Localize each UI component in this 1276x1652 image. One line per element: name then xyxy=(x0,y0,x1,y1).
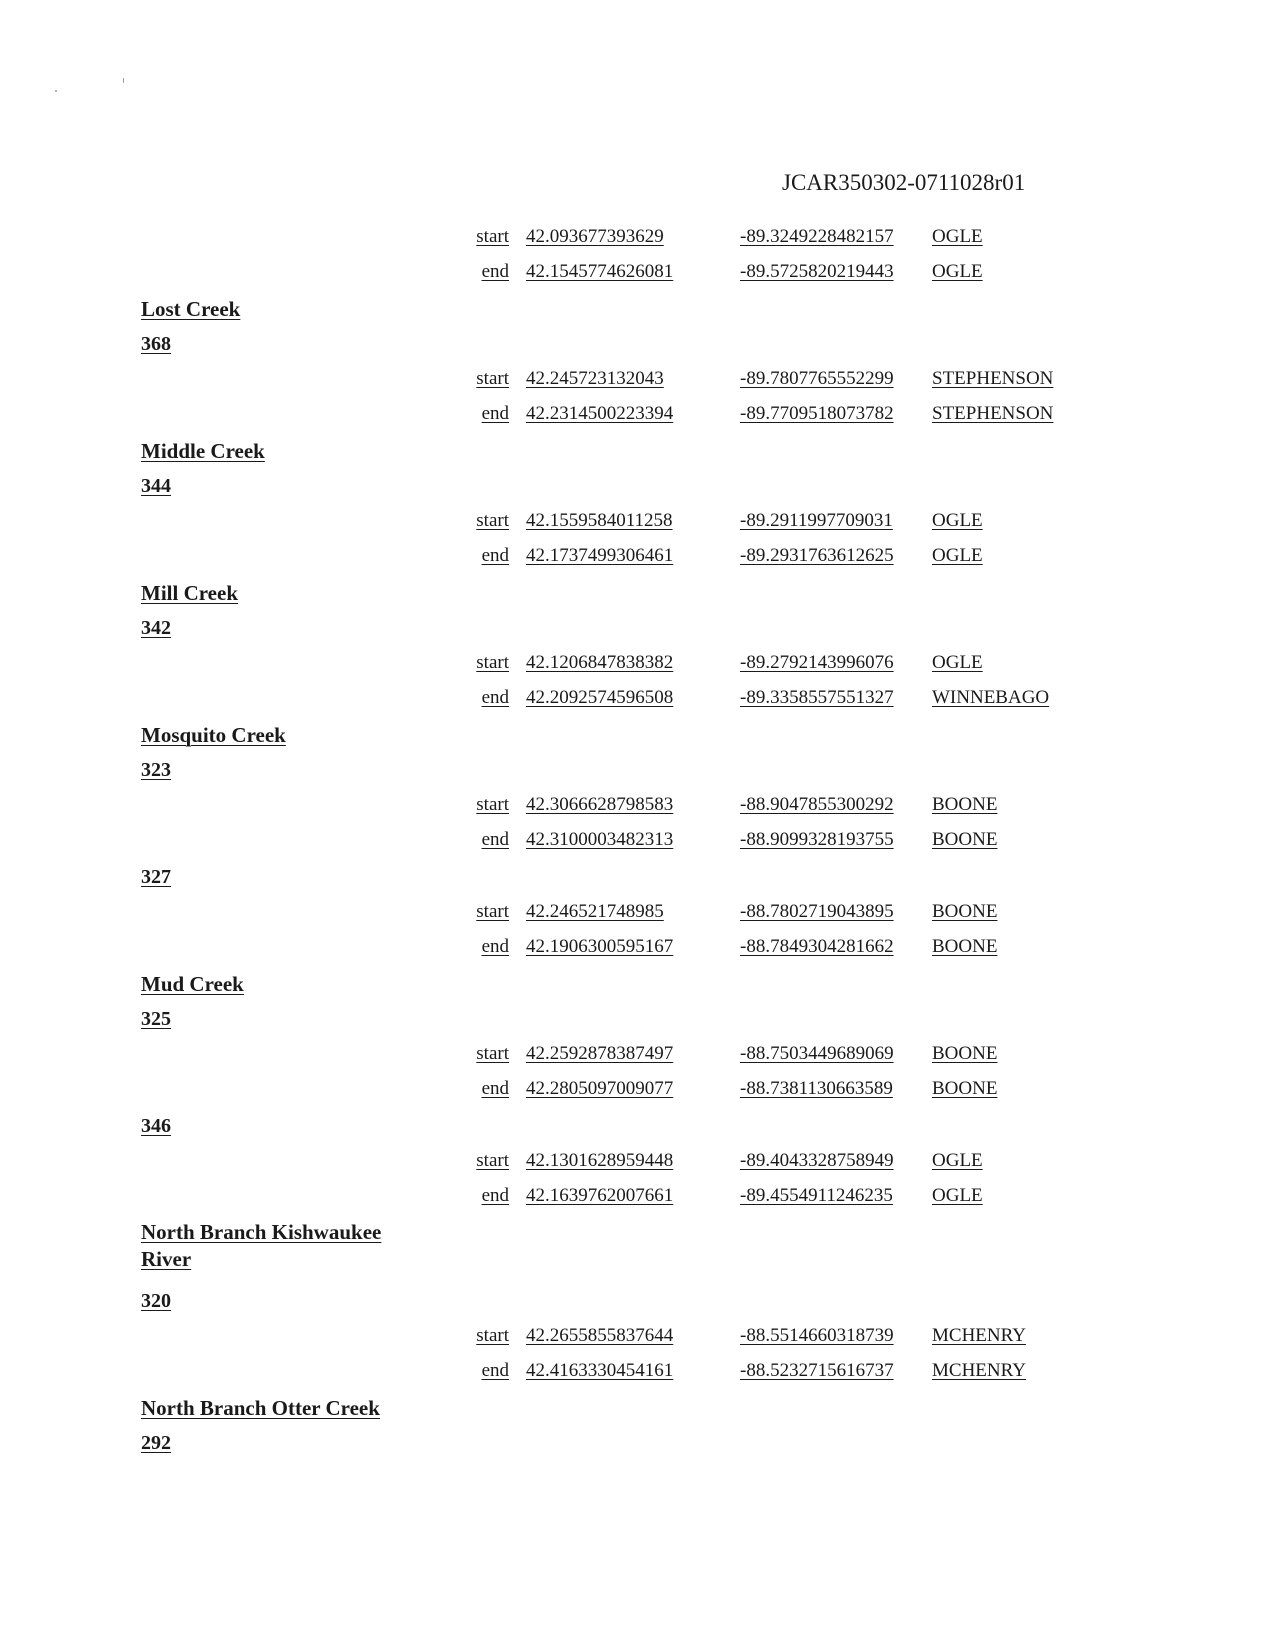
latitude-value: 42.1301628959448 xyxy=(526,1150,674,1171)
stream-name: Middle Creek xyxy=(141,439,265,463)
point-label: start xyxy=(476,1325,509,1346)
latitude-value: 42.2592878387497 xyxy=(526,1043,674,1064)
point-label: start xyxy=(476,368,509,389)
county-value: WINNEBAGO xyxy=(932,687,1050,708)
point-label: start xyxy=(476,901,509,922)
point-label: end xyxy=(481,829,509,850)
county-value: MCHENRY xyxy=(932,1325,1026,1346)
longitude-value: -88.5514660318739 xyxy=(740,1325,894,1346)
county-value: BOONE xyxy=(932,829,998,850)
county-value: BOONE xyxy=(932,1078,998,1099)
latitude-value: 42.2655855837644 xyxy=(526,1325,674,1346)
county-value: OGLE xyxy=(932,226,983,247)
latitude-value: 42.4163330454161 xyxy=(526,1360,674,1381)
point-label: end xyxy=(481,1185,509,1206)
latitude-value: 42.246521748985 xyxy=(526,901,664,922)
longitude-value: -89.3249228482157 xyxy=(740,226,894,247)
segment-id: 320 xyxy=(141,1290,171,1312)
longitude-value: -89.5725820219443 xyxy=(740,261,894,282)
point-label: start xyxy=(476,652,509,673)
latitude-value: 42.1545774626081 xyxy=(526,261,674,282)
point-label: end xyxy=(481,1360,509,1381)
point-label: start xyxy=(476,226,509,247)
longitude-value: -88.9099328193755 xyxy=(740,829,894,850)
point-label: end xyxy=(481,687,509,708)
latitude-value: 42.3066628798583 xyxy=(526,794,674,815)
longitude-value: -89.3358557551327 xyxy=(740,687,894,708)
latitude-value: 42.3100003482313 xyxy=(526,829,674,850)
segment-id: 292 xyxy=(141,1432,171,1454)
longitude-value: -89.2931763612625 xyxy=(740,545,894,566)
county-value: BOONE xyxy=(932,794,998,815)
longitude-value: -88.9047855300292 xyxy=(740,794,894,815)
longitude-value: -89.4554911246235 xyxy=(740,1185,893,1206)
segment-id: 327 xyxy=(141,866,171,888)
latitude-value: 42.2805097009077 xyxy=(526,1078,674,1099)
latitude-value: 42.2314500223394 xyxy=(526,403,674,424)
point-label: start xyxy=(476,1150,509,1171)
county-value: OGLE xyxy=(932,1185,983,1206)
county-value: OGLE xyxy=(932,261,983,282)
longitude-value: -88.7849304281662 xyxy=(740,936,894,957)
segment-id: 368 xyxy=(141,333,171,355)
point-label: start xyxy=(476,794,509,815)
latitude-value: 42.1559584011258 xyxy=(526,510,673,531)
point-label: end xyxy=(481,261,509,282)
longitude-value: -89.2792143996076 xyxy=(740,652,894,673)
point-label: end xyxy=(481,1078,509,1099)
longitude-value: -88.7503449689069 xyxy=(740,1043,894,1064)
point-label: end xyxy=(481,403,509,424)
longitude-value: -88.7802719043895 xyxy=(740,901,894,922)
county-value: BOONE xyxy=(932,936,998,957)
latitude-value: 42.1639762007661 xyxy=(526,1185,674,1206)
county-value: MCHENRY xyxy=(932,1360,1026,1381)
latitude-value: 42.245723132043 xyxy=(526,368,664,389)
stream-name: Lost Creek xyxy=(141,297,241,321)
stream-name: North Branch Kishwaukee River xyxy=(141,1220,382,1271)
county-value: BOONE xyxy=(932,901,998,922)
county-value: STEPHENSON xyxy=(932,403,1054,424)
county-value: OGLE xyxy=(932,545,983,566)
county-value: BOONE xyxy=(932,1043,998,1064)
latitude-value: 42.2092574596508 xyxy=(526,687,674,708)
stream-name: Mosquito Creek xyxy=(141,723,286,747)
longitude-value: -88.7381130663589 xyxy=(740,1078,893,1099)
latitude-value: 42.093677393629 xyxy=(526,226,664,247)
segment-id: 342 xyxy=(141,617,171,639)
scan-speck xyxy=(55,90,57,92)
county-value: OGLE xyxy=(932,652,983,673)
stream-name: North Branch Otter Creek xyxy=(141,1396,380,1420)
point-label: start xyxy=(476,510,509,531)
longitude-value: -89.7807765552299 xyxy=(740,368,894,389)
point-label: end xyxy=(481,936,509,957)
segment-id: 323 xyxy=(141,759,171,781)
segment-id: 344 xyxy=(141,475,171,497)
latitude-value: 42.1906300595167 xyxy=(526,936,674,957)
stream-name: Mud Creek xyxy=(141,972,244,996)
county-value: OGLE xyxy=(932,1150,983,1171)
point-label: start xyxy=(476,1043,509,1064)
latitude-value: 42.1206847838382 xyxy=(526,652,674,673)
longitude-value: -89.4043328758949 xyxy=(740,1150,894,1171)
county-value: OGLE xyxy=(932,510,983,531)
longitude-value: -89.2911997709031 xyxy=(740,510,893,531)
segment-id: 325 xyxy=(141,1008,171,1030)
longitude-value: -88.5232715616737 xyxy=(740,1360,894,1381)
latitude-value: 42.1737499306461 xyxy=(526,545,674,566)
segment-id: 346 xyxy=(141,1115,171,1137)
county-value: STEPHENSON xyxy=(932,368,1054,389)
point-label: end xyxy=(481,545,509,566)
longitude-value: -89.7709518073782 xyxy=(740,403,894,424)
scan-speck xyxy=(123,78,124,83)
document-id: JCAR350302-0711028r01 xyxy=(782,170,1026,195)
stream-name: Mill Creek xyxy=(141,581,239,605)
